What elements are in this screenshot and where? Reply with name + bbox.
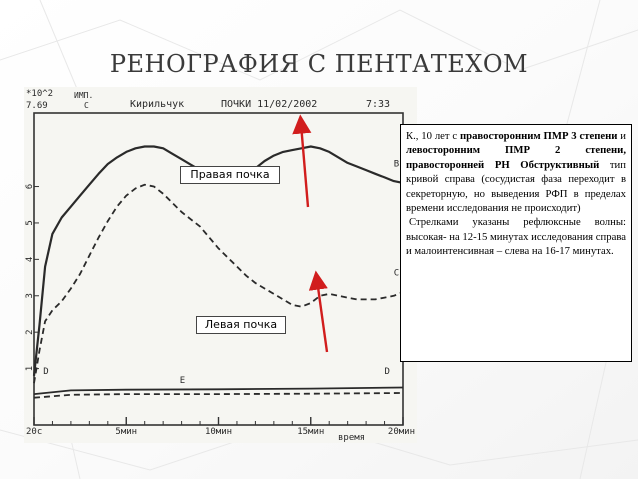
x-tick-label: 15мин [297,427,325,437]
header-time: 7:33 [366,99,391,110]
x-tick-label: 10мин [204,427,233,437]
left-kidney-label: Левая почка [196,316,286,334]
x-tick-label: 20с [26,427,43,437]
left-kidney-reflux-arrow [317,280,327,352]
series-letter-d: D [43,367,49,378]
right-kidney-reflux-arrow [301,124,308,207]
series-letter-b: B [393,159,400,170]
arrows-note: Стрелками указаны рефлюксные волны: высокая- на 12-15 минутах исследования справа и малоинтенсивная – слева на 16-17 минутах. [406,216,626,258]
x-tick-label: 5мин [115,427,138,437]
case-left-reflux: левосторонним ПМР 2 степени, правосторонней РН Обструктивный [406,144,626,171]
y-tick-label: 1 [25,365,35,372]
y-tick-label: 2 [25,329,35,335]
case-curve-description: тип кривой справа (сосудистая фаза переходит в секреторную, но выведения РФП в пределах времени исследования не происходит) [406,158,626,215]
header-units-bottom: С [84,101,89,110]
x-axis-label: время [338,433,366,443]
y-tick-label: 4 [25,256,35,263]
page-title: РЕНОГРАФИЯ С ПЕНТАТЕХОМ [109,50,529,78]
y-tick-label: 5 [25,220,35,226]
series-letter-c: C [393,268,400,279]
right-kidney-label: Правая почка [180,166,280,184]
case-right-reflux: правосторонним ПМР 3 степени [459,130,618,142]
header-scale-top: *10^2 [26,89,54,99]
case-conjunction: и [617,130,626,142]
x-tick-label: 20мин [387,427,415,437]
header-scale-value: 7.69 [26,101,48,111]
case-intro: К., 10 лет с [406,130,460,142]
y-tick-label: 3 [25,293,35,299]
header-patient: Кирильчук [130,99,185,110]
series-letter-e: E [179,376,186,387]
y-tick-label: 6 [25,183,35,190]
case-summary [406,129,626,215]
header-units-top: ИМП. [74,91,94,100]
header-study-date: ПОЧКИ 11/02/2002 [221,99,318,110]
series-letter-d: D [384,367,390,378]
case-description [400,124,632,362]
